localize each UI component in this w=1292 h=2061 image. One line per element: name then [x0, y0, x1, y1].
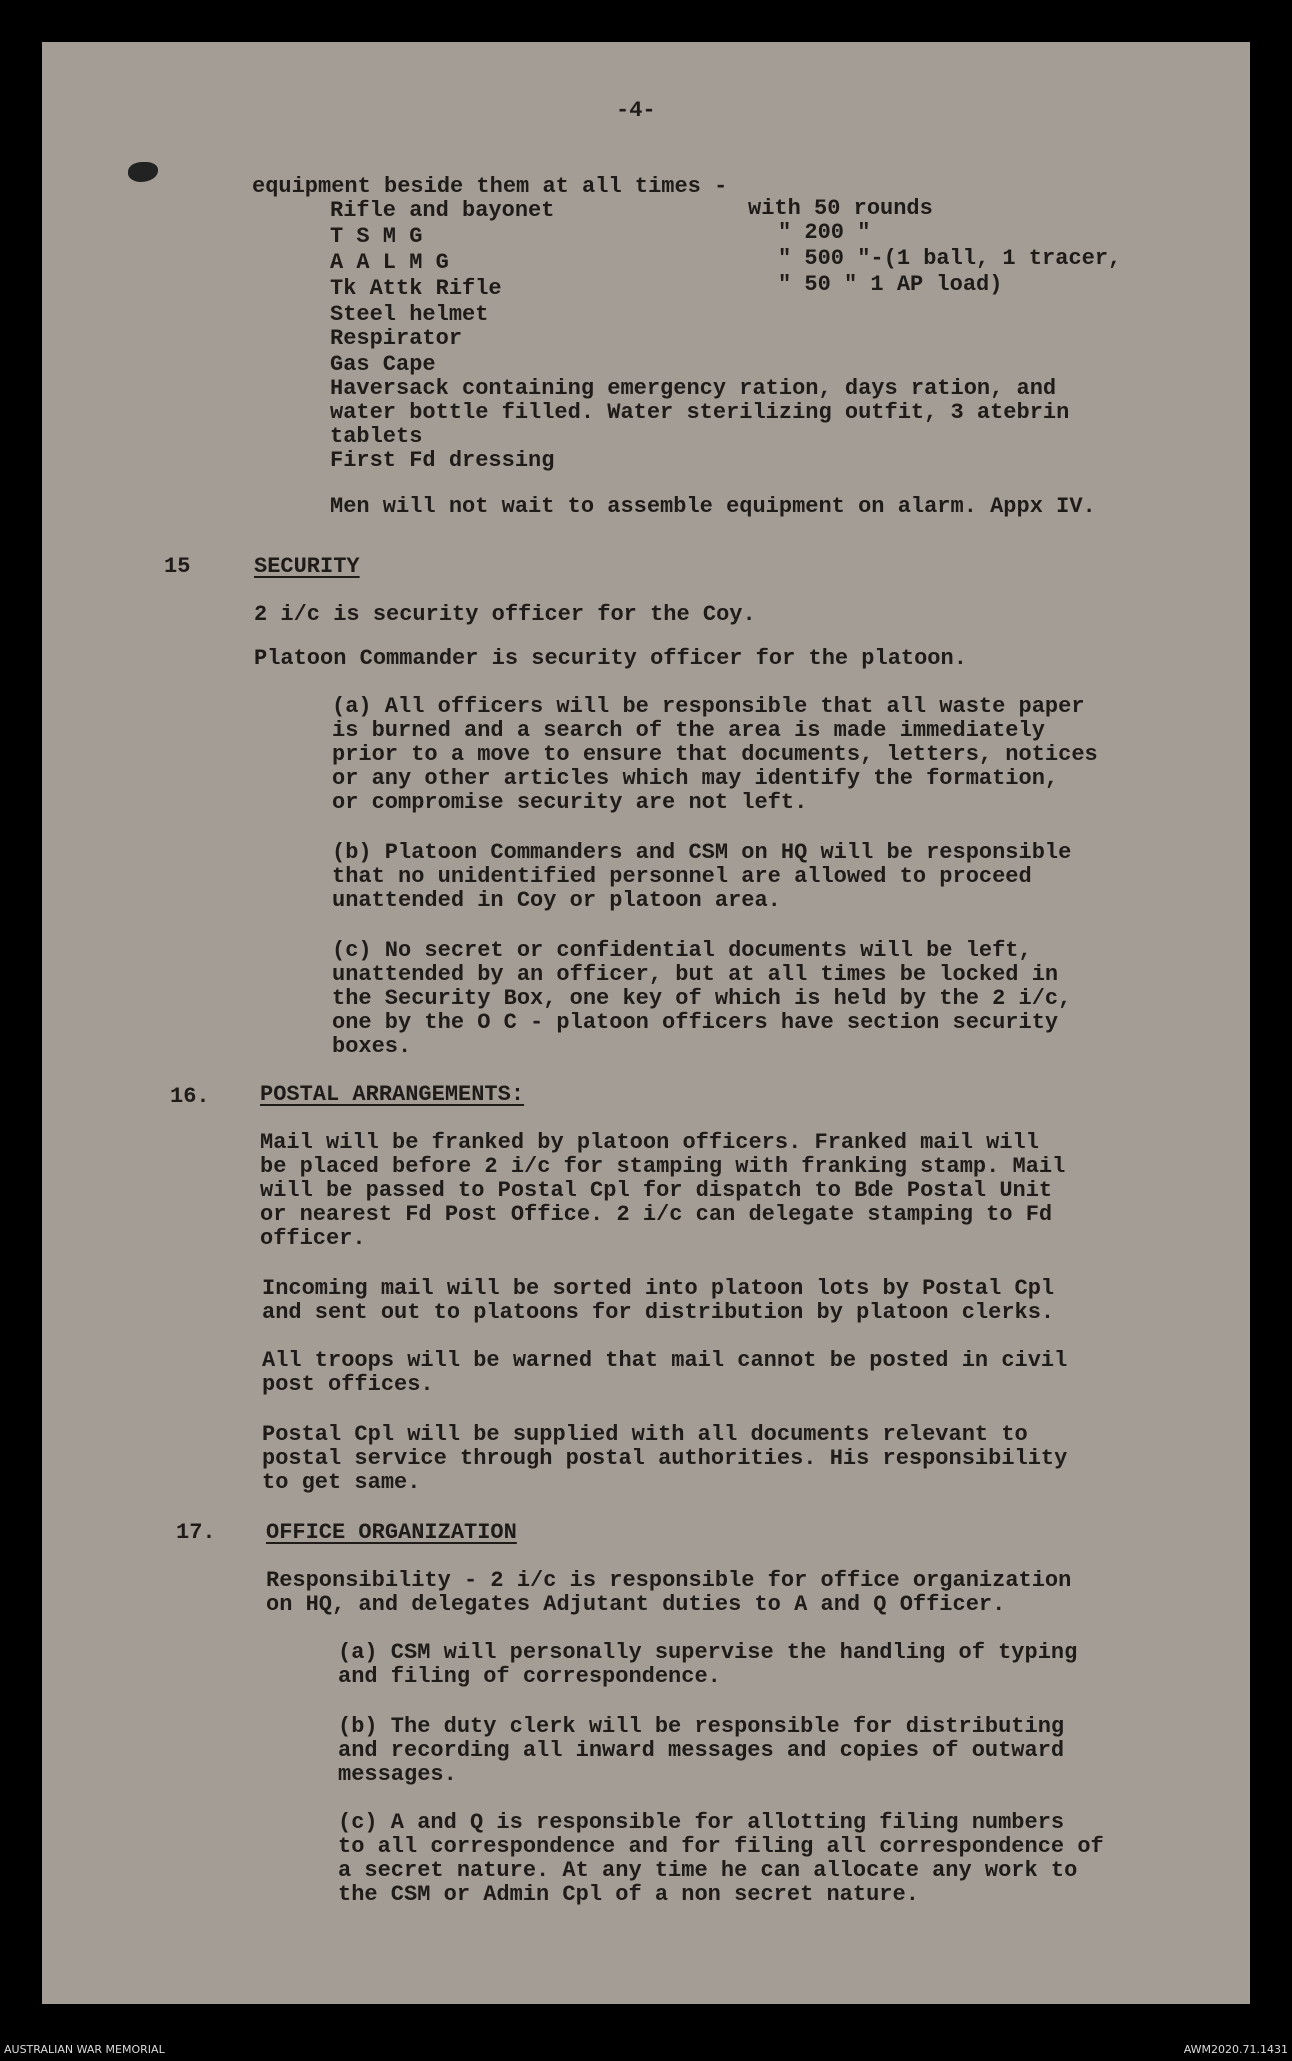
- paragraph-line: a secret nature. At any time he can allocate any work to: [338, 1858, 1078, 1883]
- equipment-item-name: T S M G: [330, 224, 423, 249]
- equipment-intro: equipment beside them at all times -: [252, 174, 728, 199]
- section-number: 17.: [176, 1520, 216, 1545]
- equipment-dressing: First Fd dressing: [330, 448, 555, 473]
- section-number: 16.: [170, 1084, 210, 1109]
- equipment-haversack-line: Haversack containing emergency ration, days ration, and: [330, 376, 1057, 401]
- paragraph-line: and recording all inward messages and copies of outward: [338, 1738, 1065, 1763]
- equipment-item-name: Tk Attk Rifle: [330, 276, 502, 301]
- paragraph-line: Responsibility - 2 i/c is responsible for office organization: [266, 1568, 1072, 1593]
- section-title: OFFICE ORGANIZATION: [266, 1520, 517, 1545]
- equipment-item-qty: " 200 ": [778, 220, 871, 245]
- paragraph-line: the Security Box, one key of which is held by the 2 i/c,: [332, 986, 1072, 1011]
- paragraph-line: or nearest Fd Post Office. 2 i/c can delegate stamping to Fd: [260, 1202, 1053, 1227]
- section-number: 15: [164, 554, 191, 579]
- paragraph-line: unattended by an officer, but at all times be locked in: [332, 962, 1059, 987]
- section-title: SECURITY: [254, 554, 360, 579]
- equipment-item-name: Gas Cape: [330, 352, 436, 377]
- paragraph-line: (b) The duty clerk will be responsible for distributing: [338, 1714, 1065, 1739]
- paragraph-line: postal service through postal authorities. His responsibility: [262, 1446, 1068, 1471]
- paragraph-line: prior to a move to ensure that documents, letters, notices: [332, 742, 1098, 767]
- paragraph-line: to get same.: [262, 1470, 421, 1495]
- equipment-item-qty: " 500 "-(1 ball, 1 tracer,: [778, 246, 1122, 271]
- equipment-item-name: Rifle and bayonet: [330, 198, 555, 223]
- paragraph-line: (a) All officers will be responsible that all waste paper: [332, 694, 1085, 719]
- paragraph-line: Postal Cpl will be supplied with all documents relevant to: [262, 1422, 1028, 1447]
- footer-reference: AWM2020.71.1431: [1183, 2043, 1288, 2056]
- equipment-alarm-note: Men will not wait to assemble equipment on alarm. Appx IV.: [330, 494, 1096, 519]
- equipment-item-name: Respirator: [330, 326, 463, 351]
- paragraph-line: Incoming mail will be sorted into platoon lots by Postal Cpl: [262, 1276, 1055, 1301]
- paragraph-line: will be passed to Postal Cpl for dispatch to Bde Postal Unit: [260, 1178, 1053, 1203]
- equipment-item-name: Steel helmet: [330, 302, 489, 327]
- equipment-item-name: A A L M G: [330, 250, 449, 275]
- paragraph-line: (b) Platoon Commanders and CSM on HQ will be responsible: [332, 840, 1072, 865]
- paragraph-line: post offices.: [262, 1372, 434, 1397]
- paragraph-line: (c) A and Q is responsible for allotting filing numbers: [338, 1810, 1065, 1835]
- equipment-item-qty: with 50 rounds: [748, 196, 933, 221]
- paragraph-line: and filing of correspondence.: [338, 1664, 721, 1689]
- paragraph-line: (a) CSM will personally supervise the handling of typing: [338, 1640, 1078, 1665]
- paragraph-line: and sent out to platoons for distribution by platoon clerks.: [262, 1300, 1055, 1325]
- paragraph-line: that no unidentified personnel are allowed to proceed: [332, 864, 1032, 889]
- paragraph-line: is burned and a search of the area is made immediately: [332, 718, 1045, 743]
- paragraph-line: or compromise security are not left.: [332, 790, 808, 815]
- section-title: POSTAL ARRANGEMENTS:: [260, 1082, 525, 1107]
- paragraph-line: be placed before 2 i/c for stamping with franking stamp. Mail: [260, 1154, 1066, 1179]
- paragraph-line: or any other articles which may identify the formation,: [332, 766, 1059, 791]
- paragraph-line: messages.: [338, 1762, 457, 1787]
- paragraph-line: the CSM or Admin Cpl of a non secret nature.: [338, 1882, 919, 1907]
- footer-institution: AUSTRALIAN WAR MEMORIAL: [4, 2043, 165, 2056]
- paragraph-line: (c) No secret or confidential documents will be left,: [332, 938, 1032, 963]
- paragraph-line: to all correspondence and for filing all correspondence of: [338, 1834, 1104, 1859]
- paragraph: Platoon Commander is security officer for the platoon.: [254, 646, 967, 671]
- paragraph-line: one by the O C - platoon officers have section security: [332, 1010, 1059, 1035]
- paragraph-line: on HQ, and delegates Adjutant duties to A and Q Officer.: [266, 1592, 1006, 1617]
- paragraph-line: unattended in Coy or platoon area.: [332, 888, 781, 913]
- paragraph-line: boxes.: [332, 1034, 412, 1059]
- paragraph-line: officer.: [260, 1226, 366, 1251]
- paragraph-line: All troops will be warned that mail cannot be posted in civil: [262, 1348, 1068, 1373]
- page-number: -4-: [616, 98, 656, 123]
- paragraph: 2 i/c is security officer for the Coy.: [254, 602, 756, 627]
- equipment-item-qty: " 50 " 1 AP load): [778, 272, 1003, 297]
- equipment-haversack-line: water bottle filled. Water sterilizing outfit, 3 atebrin: [330, 400, 1070, 425]
- ink-blot: [128, 162, 158, 182]
- paragraph-line: Mail will be franked by platoon officers. Franked mail will: [260, 1130, 1039, 1155]
- document-page: [42, 42, 1250, 2004]
- equipment-haversack-line: tablets: [330, 424, 423, 449]
